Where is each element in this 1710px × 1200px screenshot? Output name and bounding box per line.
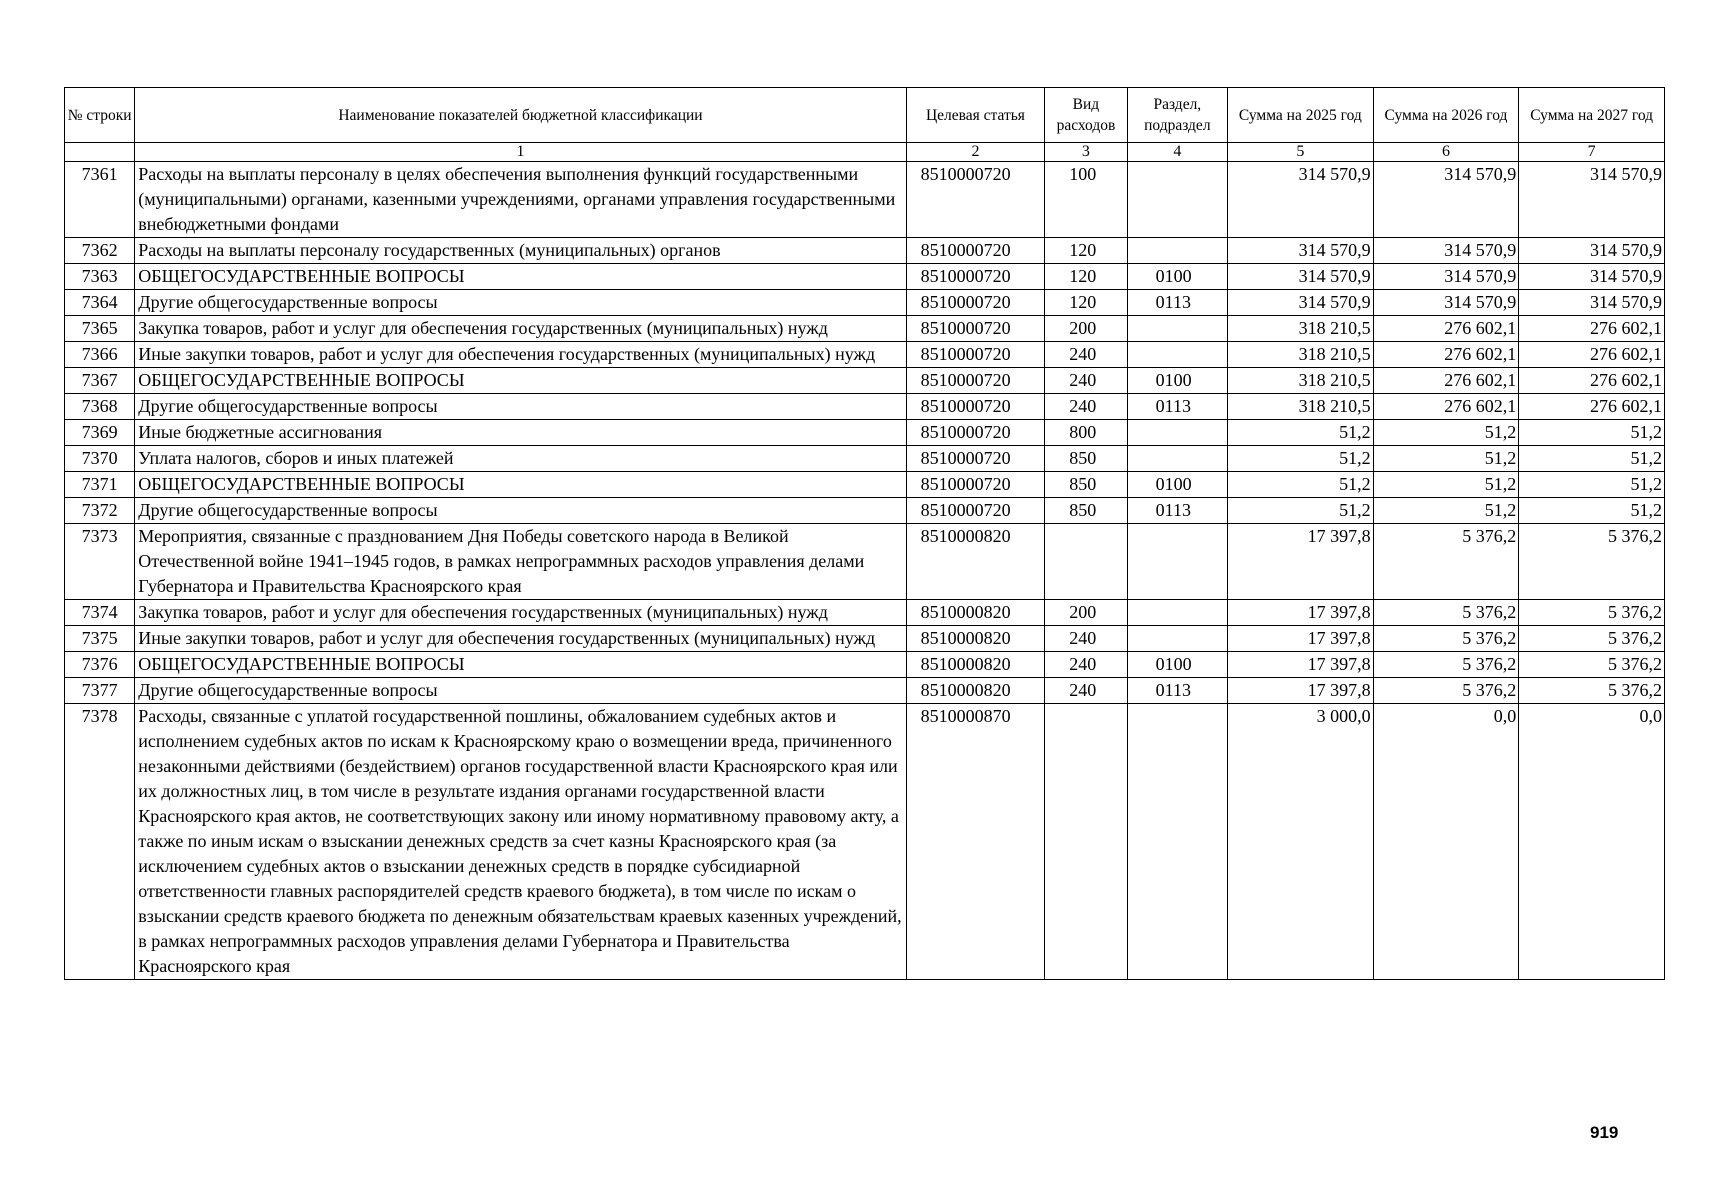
row-section <box>1127 342 1227 368</box>
row-target-article: 8510000820 <box>906 678 1045 704</box>
row-sum-2026: 51,2 <box>1373 446 1519 472</box>
row-name: Другие общегосударственные вопросы <box>135 290 906 316</box>
row-section: 0100 <box>1127 472 1227 498</box>
row-name: Закупка товаров, работ и услуг для обеспечения государственных (муниципальных) нужд <box>135 316 906 342</box>
table-body <box>65 162 1665 980</box>
row-expense-kind: 800 <box>1045 420 1127 446</box>
row-number: 7374 <box>65 600 135 626</box>
row-sum-2027: 276 602,1 <box>1519 394 1665 420</box>
header-sum-2027: Сумма на 2027 год <box>1519 88 1665 143</box>
row-target-article: 8510000870 <box>906 704 1045 980</box>
row-name: Расходы на выплаты персоналу государственных (муниципальных) органов <box>135 238 906 264</box>
row-name: Иные бюджетные ассигнования <box>135 420 906 446</box>
row-section: 0100 <box>1127 652 1227 678</box>
row-number: 7373 <box>65 524 135 600</box>
column-number: 5 <box>1228 143 1374 162</box>
row-name: Иные закупки товаров, работ и услуг для обеспечения государственных (муниципальных) нужд <box>135 626 906 652</box>
row-name: Другие общегосударственные вопросы <box>135 678 906 704</box>
row-expense-kind: 240 <box>1045 368 1127 394</box>
row-sum-2026: 5 376,2 <box>1373 524 1519 600</box>
row-sum-2025: 17 397,8 <box>1228 652 1374 678</box>
row-name: ОБЩЕГОСУДАРСТВЕННЫЕ ВОПРОСЫ <box>135 652 906 678</box>
row-number: 7376 <box>65 652 135 678</box>
table-row <box>65 652 1665 678</box>
header-row <box>65 88 1665 143</box>
column-number: 6 <box>1373 143 1519 162</box>
row-section <box>1127 446 1227 472</box>
row-section: 0113 <box>1127 394 1227 420</box>
row-sum-2027: 51,2 <box>1519 498 1665 524</box>
row-target-article: 8510000720 <box>906 316 1045 342</box>
row-sum-2025: 51,2 <box>1228 446 1374 472</box>
row-expense-kind: 850 <box>1045 446 1127 472</box>
row-sum-2026: 5 376,2 <box>1373 678 1519 704</box>
row-sum-2026: 314 570,9 <box>1373 264 1519 290</box>
row-sum-2026: 5 376,2 <box>1373 626 1519 652</box>
row-sum-2027: 276 602,1 <box>1519 316 1665 342</box>
row-target-article: 8510000820 <box>906 626 1045 652</box>
row-target-article: 8510000720 <box>906 394 1045 420</box>
row-expense-kind: 240 <box>1045 652 1127 678</box>
row-expense-kind <box>1045 704 1127 980</box>
row-target-article: 8510000820 <box>906 600 1045 626</box>
row-number: 7361 <box>65 162 135 238</box>
row-target-article: 8510000720 <box>906 264 1045 290</box>
row-expense-kind: 200 <box>1045 600 1127 626</box>
row-sum-2026: 51,2 <box>1373 498 1519 524</box>
row-sum-2025: 318 210,5 <box>1228 394 1374 420</box>
column-number: 1 <box>135 143 906 162</box>
row-number: 7363 <box>65 264 135 290</box>
header-section: Раздел, подраздел <box>1127 88 1227 143</box>
row-sum-2025: 314 570,9 <box>1228 290 1374 316</box>
row-name: ОБЩЕГОСУДАРСТВЕННЫЕ ВОПРОСЫ <box>135 264 906 290</box>
row-name: Иные закупки товаров, работ и услуг для обеспечения государственных (муниципальных) нужд <box>135 342 906 368</box>
table-row <box>65 704 1665 980</box>
row-number: 7377 <box>65 678 135 704</box>
row-sum-2027: 51,2 <box>1519 420 1665 446</box>
column-number: 3 <box>1045 143 1127 162</box>
row-name: Другие общегосударственные вопросы <box>135 498 906 524</box>
row-target-article: 8510000720 <box>906 342 1045 368</box>
table-row <box>65 446 1665 472</box>
row-sum-2026: 314 570,9 <box>1373 290 1519 316</box>
row-sum-2027: 5 376,2 <box>1519 524 1665 600</box>
row-sum-2026: 276 602,1 <box>1373 368 1519 394</box>
row-number: 7372 <box>65 498 135 524</box>
table-row <box>65 600 1665 626</box>
row-sum-2025: 318 210,5 <box>1228 342 1374 368</box>
row-section: 0113 <box>1127 290 1227 316</box>
row-section <box>1127 600 1227 626</box>
row-target-article: 8510000720 <box>906 290 1045 316</box>
row-sum-2025: 17 397,8 <box>1228 524 1374 600</box>
row-expense-kind: 850 <box>1045 498 1127 524</box>
table-row <box>65 626 1665 652</box>
row-sum-2025: 17 397,8 <box>1228 600 1374 626</box>
row-number: 7365 <box>65 316 135 342</box>
row-number: 7367 <box>65 368 135 394</box>
row-sum-2025: 17 397,8 <box>1228 626 1374 652</box>
row-sum-2027: 0,0 <box>1519 704 1665 980</box>
row-expense-kind: 850 <box>1045 472 1127 498</box>
row-target-article: 8510000720 <box>906 238 1045 264</box>
row-target-article: 8510000720 <box>906 368 1045 394</box>
row-expense-kind: 240 <box>1045 678 1127 704</box>
table-row <box>65 524 1665 600</box>
column-number-blank <box>65 143 135 162</box>
row-sum-2027: 314 570,9 <box>1519 238 1665 264</box>
row-number: 7371 <box>65 472 135 498</box>
row-sum-2027: 276 602,1 <box>1519 342 1665 368</box>
header-row-no: № строки <box>65 88 135 143</box>
column-number: 2 <box>906 143 1045 162</box>
row-sum-2027: 314 570,9 <box>1519 162 1665 238</box>
row-section: 0100 <box>1127 264 1227 290</box>
row-sum-2027: 5 376,2 <box>1519 626 1665 652</box>
row-name: Мероприятия, связанные с празднованием Дня Победы советского народа в Великой Отечественной войне 1941–1945 годов, в рамках непрограммных расходов управления делами Губернатора и Правительства Красноярского края <box>135 524 906 600</box>
row-target-article: 8510000720 <box>906 472 1045 498</box>
row-expense-kind: 120 <box>1045 238 1127 264</box>
row-number: 7369 <box>65 420 135 446</box>
row-expense-kind: 100 <box>1045 162 1127 238</box>
table-row <box>65 368 1665 394</box>
table-row <box>65 316 1665 342</box>
table-row <box>65 238 1665 264</box>
row-expense-kind: 120 <box>1045 290 1127 316</box>
row-section <box>1127 238 1227 264</box>
row-expense-kind <box>1045 524 1127 600</box>
row-sum-2025: 318 210,5 <box>1228 368 1374 394</box>
row-sum-2025: 3 000,0 <box>1228 704 1374 980</box>
row-section <box>1127 626 1227 652</box>
row-number: 7366 <box>65 342 135 368</box>
row-number: 7364 <box>65 290 135 316</box>
row-sum-2026: 5 376,2 <box>1373 652 1519 678</box>
column-number: 4 <box>1127 143 1227 162</box>
row-sum-2027: 5 376,2 <box>1519 652 1665 678</box>
row-section <box>1127 524 1227 600</box>
table-row <box>65 420 1665 446</box>
row-target-article: 8510000720 <box>906 420 1045 446</box>
row-sum-2025: 314 570,9 <box>1228 264 1374 290</box>
row-number: 7370 <box>65 446 135 472</box>
row-sum-2025: 17 397,8 <box>1228 678 1374 704</box>
row-number: 7368 <box>65 394 135 420</box>
row-number: 7362 <box>65 238 135 264</box>
header-sum-2025: Сумма на 2025 год <box>1228 88 1374 143</box>
column-number-row <box>65 143 1665 162</box>
row-target-article: 8510000820 <box>906 524 1045 600</box>
row-name: Другие общегосударственные вопросы <box>135 394 906 420</box>
row-section <box>1127 316 1227 342</box>
row-expense-kind: 240 <box>1045 342 1127 368</box>
row-sum-2026: 51,2 <box>1373 472 1519 498</box>
row-sum-2025: 314 570,9 <box>1228 162 1374 238</box>
table-row <box>65 394 1665 420</box>
column-number: 7 <box>1519 143 1665 162</box>
row-sum-2025: 318 210,5 <box>1228 316 1374 342</box>
row-section <box>1127 420 1227 446</box>
row-section <box>1127 162 1227 238</box>
row-sum-2027: 51,2 <box>1519 472 1665 498</box>
page-number: 919 <box>1590 1123 1619 1142</box>
row-sum-2026: 51,2 <box>1373 420 1519 446</box>
row-target-article: 8510000720 <box>906 498 1045 524</box>
header-name: Наименование показателей бюджетной классификации <box>135 88 906 143</box>
row-sum-2026: 276 602,1 <box>1373 342 1519 368</box>
row-sum-2027: 314 570,9 <box>1519 290 1665 316</box>
row-section <box>1127 704 1227 980</box>
header-sum-2026: Сумма на 2026 год <box>1373 88 1519 143</box>
row-number: 7378 <box>65 704 135 980</box>
row-sum-2026: 314 570,9 <box>1373 238 1519 264</box>
row-sum-2027: 51,2 <box>1519 446 1665 472</box>
row-expense-kind: 200 <box>1045 316 1127 342</box>
table-row <box>65 472 1665 498</box>
budget-table <box>64 87 1665 980</box>
row-section: 0113 <box>1127 498 1227 524</box>
table-row <box>65 342 1665 368</box>
row-sum-2025: 51,2 <box>1228 472 1374 498</box>
row-expense-kind: 240 <box>1045 626 1127 652</box>
row-target-article: 8510000820 <box>906 652 1045 678</box>
table-row <box>65 290 1665 316</box>
table-row <box>65 498 1665 524</box>
table-row <box>65 162 1665 238</box>
row-name: Расходы, связанные с уплатой государственной пошлины, обжалованием судебных актов и исполнением судебных актов по искам к Красноярскому краю о возмещении вреда, причиненного незаконными действиями (бездействием) органов государственной власти Красноярского края или их должностных лиц, в том числе в результате издания органами государственной власти Красноярского края актов, не соответствующих закону или иному нормативному правовому акту, а также по иным искам о взыскании денежных средств за счет казны Красноярского края (за исключением судебных актов о взыскании денежных средств в порядке субсидиарной ответственности главных распорядителей средств краевого бюджета), в том числе по искам о взыскании средств краевого бюджета по денежным обязательствам краевых казенных учреждений, в рамках непрограммных расходов управления делами Губернатора и Правительства Красноярского края <box>135 704 906 980</box>
row-sum-2026: 276 602,1 <box>1373 316 1519 342</box>
row-name: ОБЩЕГОСУДАРСТВЕННЫЕ ВОПРОСЫ <box>135 368 906 394</box>
row-section: 0100 <box>1127 368 1227 394</box>
table-row <box>65 264 1665 290</box>
row-number: 7375 <box>65 626 135 652</box>
row-expense-kind: 120 <box>1045 264 1127 290</box>
row-sum-2027: 5 376,2 <box>1519 600 1665 626</box>
row-target-article: 8510000720 <box>906 162 1045 238</box>
row-sum-2026: 0,0 <box>1373 704 1519 980</box>
table-row <box>65 678 1665 704</box>
row-expense-kind: 240 <box>1045 394 1127 420</box>
row-name: Расходы на выплаты персоналу в целях обеспечения выполнения функций государственными (муниципальными) органами, казенными учреждениями, органами управления государственными внебюджетными фондами <box>135 162 906 238</box>
row-name: ОБЩЕГОСУДАРСТВЕННЫЕ ВОПРОСЫ <box>135 472 906 498</box>
row-sum-2026: 276 602,1 <box>1373 394 1519 420</box>
row-sum-2027: 276 602,1 <box>1519 368 1665 394</box>
header-kind: Вид расходов <box>1045 88 1127 143</box>
row-sum-2025: 314 570,9 <box>1228 238 1374 264</box>
row-sum-2025: 51,2 <box>1228 498 1374 524</box>
row-name: Уплата налогов, сборов и иных платежей <box>135 446 906 472</box>
row-sum-2026: 314 570,9 <box>1373 162 1519 238</box>
row-target-article: 8510000720 <box>906 446 1045 472</box>
row-name: Закупка товаров, работ и услуг для обеспечения государственных (муниципальных) нужд <box>135 600 906 626</box>
row-section: 0113 <box>1127 678 1227 704</box>
row-sum-2026: 5 376,2 <box>1373 600 1519 626</box>
header-target: Целевая статья <box>906 88 1045 143</box>
row-sum-2027: 314 570,9 <box>1519 264 1665 290</box>
row-sum-2025: 51,2 <box>1228 420 1374 446</box>
row-sum-2027: 5 376,2 <box>1519 678 1665 704</box>
